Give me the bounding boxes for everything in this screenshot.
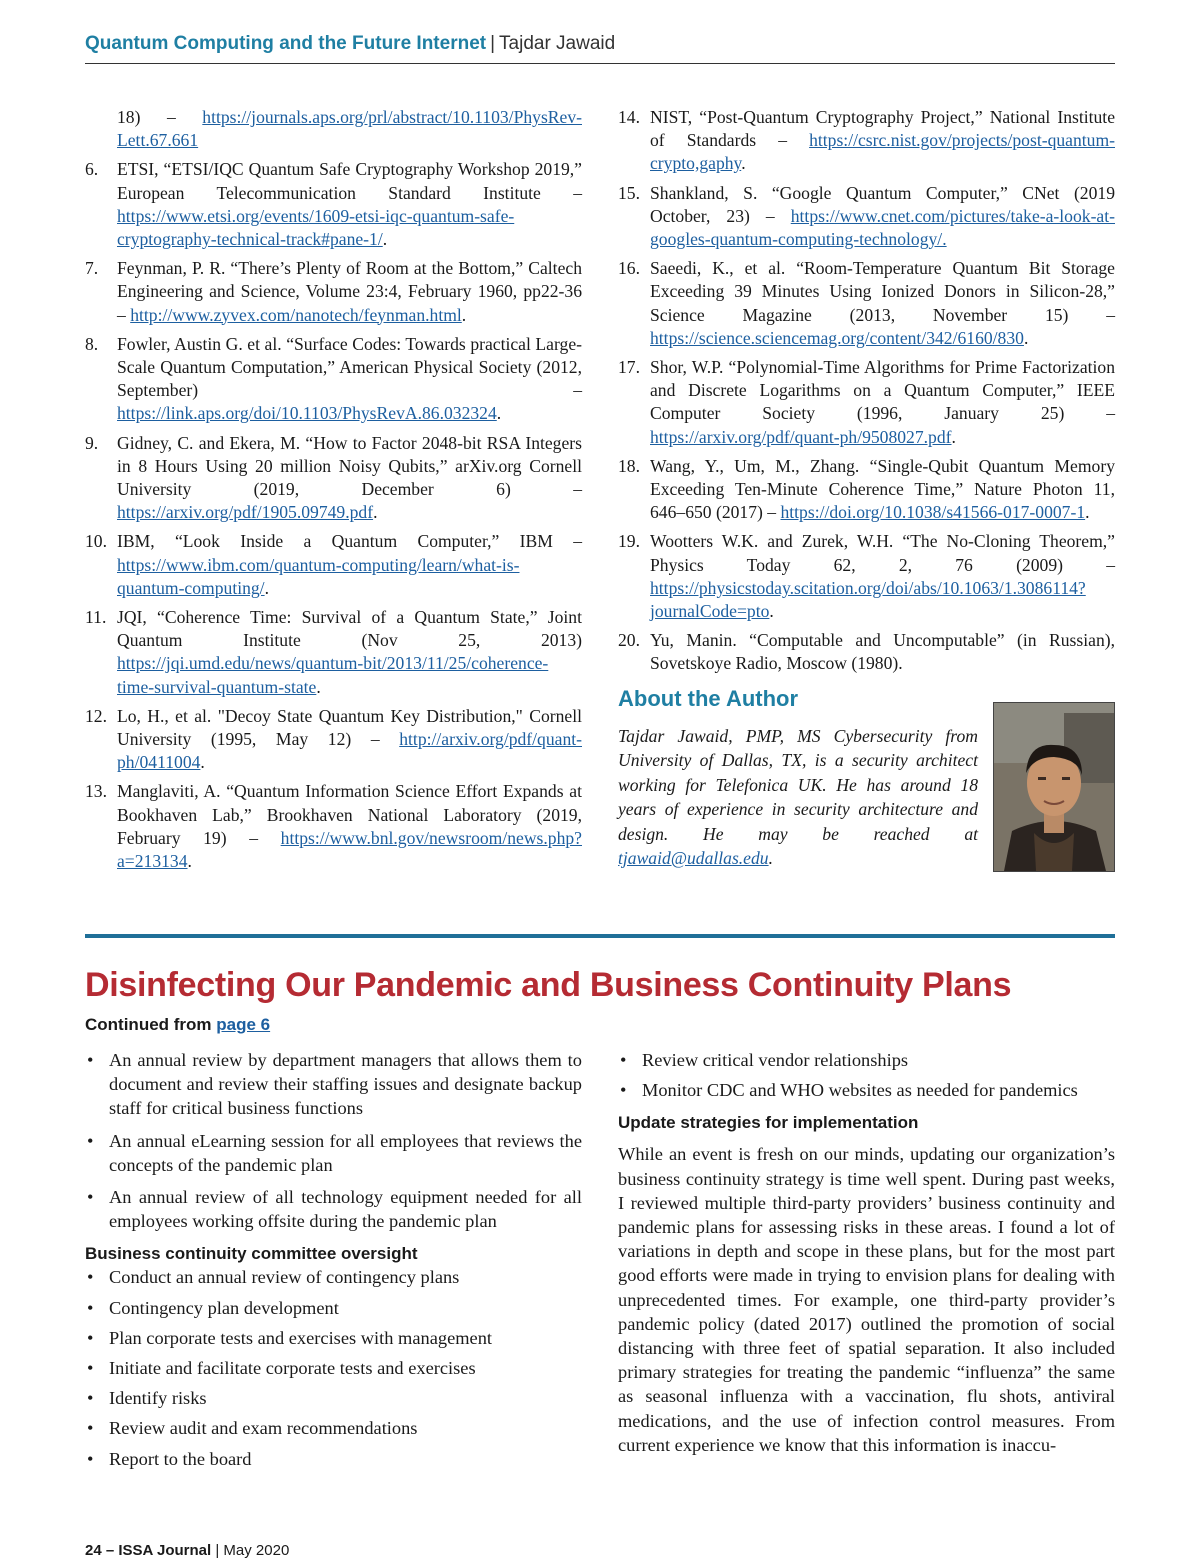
reference-text — [117, 158, 582, 251]
reference-text — [650, 629, 1115, 675]
reference-end: . — [187, 851, 192, 872]
bullet-item: • Review critical vendor relationships — [618, 1048, 1115, 1072]
references-right-column — [618, 106, 1115, 682]
header-separator: | — [490, 33, 496, 54]
reference-end: . — [769, 601, 774, 622]
reference-text — [117, 606, 582, 699]
reference-link[interactable]: http://www.zyvex.com/nanotech/feynman.html — [130, 304, 462, 325]
reference-number: 20. — [618, 630, 640, 651]
about-author-bio: Tajdar Jawaid, PMP, MS Cybersecurity from University of Dallas, TX, is a security architect working for Telefonica UK. He has around 18 years of experience in security architecture and design. He may be reached at — [618, 726, 978, 844]
about-author-period: . — [768, 848, 773, 869]
reference-number: 18. — [618, 455, 640, 476]
header-title: Quantum Computing and the Future Internet — [85, 33, 487, 54]
reference-text — [117, 257, 582, 327]
committee-heading: Business continuity committee oversight — [85, 1244, 418, 1264]
reference-text — [117, 780, 582, 873]
continued-prefix: Continued from — [85, 1015, 217, 1034]
committee-bullet-item: • Identify risks — [85, 1386, 582, 1410]
reference-number: 19. — [618, 531, 640, 552]
reference-number: 7. — [85, 258, 99, 279]
reference-end: . — [1085, 502, 1090, 523]
reference-link[interactable]: https://arxiv.org/pdf/1905.09749.pdf — [117, 502, 374, 523]
reference-end: . — [741, 153, 746, 174]
reference-text — [650, 257, 1115, 350]
reference-text — [117, 530, 582, 600]
reference-end: . — [461, 304, 467, 325]
bullet-item: • An annual eLearning session for all employees that reviews the concepts of the pandemic plan — [85, 1129, 582, 1177]
reference-item — [618, 257, 1115, 350]
reference-item — [618, 182, 1115, 252]
reference-end: . — [1023, 327, 1029, 348]
reference-number: 10. — [85, 531, 107, 552]
reference-item — [85, 705, 582, 775]
reference-text — [650, 455, 1115, 525]
reference-text — [117, 705, 582, 775]
author-photo — [993, 702, 1115, 872]
reference-item — [85, 333, 582, 426]
update-paragraph: While an event is fresh on our minds, updating our organization’s business continuity strategy is time well spent. During past weeks, I reviewed multiple third-party providers’ business continuity and pandemic plans for assessing risks in these areas. I found a lot of variations in depth and scope in these plans, but for the most part good efforts were made in trying to envision plans for dealing with unprecedented times. For example, one third-party provider’s pandemic policy (dated 2017) outlined the promotion of social distancing with three feet of spatial separation. It also included primary strategies for treating the pandemic “influenza” the same as seasonal influenza with a vaccination, flu shots, antiviral medications, and the use of infection control measures. From current experience we know that this information is inaccu- — [618, 1144, 1115, 1455]
committee-bullet-item: • Plan corporate tests and exercises with management — [85, 1326, 582, 1350]
page-footer — [85, 1542, 289, 1559]
reference-number: 12. — [85, 705, 107, 726]
reference-link[interactable]: https://link.aps.org/doi/10.1103/PhysRevA.86.032324 — [117, 403, 497, 424]
reference-number: 9. — [85, 432, 99, 453]
committee-bullet-item: • Review audit and exam recommendations — [85, 1416, 582, 1440]
reference-item — [85, 432, 582, 525]
article-title: Disinfecting Our Pandemic and Business Continuity Plans — [85, 966, 1012, 1004]
reference-item — [618, 629, 1115, 675]
reference-link[interactable]: https://jqi.umd.edu/news/quantum-bit/2013/11/25/coherence-time-survival-quantum-state — [117, 653, 549, 697]
left-bullet-list — [85, 1048, 582, 1233]
committee-bullet-item: • Initiate and facilitate corporate tests and exercises — [85, 1356, 582, 1380]
reference-citation: Saeedi, K., et al. “Room-Temperature Quantum Bit Storage Exceeding 39 Minutes Using Ionized Donors in Silicon-28,” Science Magazine (2013, November 15) – — [650, 258, 1115, 325]
reference-link[interactable]: https://www.bnl.gov/newsroom/news.php?a=213134 — [117, 827, 582, 872]
reference-end: . — [264, 577, 269, 598]
reference-citation: 18) – — [117, 107, 203, 127]
reference-number: 13. — [85, 781, 107, 802]
reference-end: . — [200, 752, 205, 773]
reference-link[interactable]: https://arxiv.org/pdf/quant-ph/9508027.pdf — [650, 426, 952, 447]
about-author-heading: About the Author — [618, 686, 799, 711]
reference-link[interactable]: https://www.etsi.org/events/1609-etsi-iqc-quantum-safe-cryptography-technical-track#pane-1/ — [117, 205, 515, 250]
author-portrait-image — [994, 703, 1114, 871]
update-heading: Update strategies for implementation — [618, 1113, 919, 1133]
reference-number: 6. — [85, 159, 99, 180]
reference-text — [650, 106, 1115, 176]
reference-text — [117, 432, 582, 525]
bullet-item: • Monitor CDC and WHO websites as needed for pandemics — [618, 1078, 1115, 1102]
reference-end: . — [316, 676, 321, 697]
reference-number: 17. — [618, 357, 640, 378]
reference-item — [618, 455, 1115, 525]
reference-item — [85, 780, 582, 873]
reference-citation: IBM, “Look Inside a Quantum Computer,” IBM – — [117, 531, 582, 552]
reference-citation: Shankland, S. “Google Quantum Computer,” CNet (2019 October, 23) – — [650, 182, 1115, 226]
reference-item — [85, 106, 582, 152]
running-header — [85, 33, 1115, 55]
continued-page-link[interactable]: page 6 — [216, 1015, 271, 1034]
reference-link[interactable]: https://physicstoday.scitation.org/doi/abs/10.1063/1.3086114?journalCode=pto — [650, 577, 1086, 622]
continued-from — [85, 1015, 270, 1035]
reference-end: . — [951, 426, 956, 447]
reference-item — [85, 257, 582, 327]
reference-citation: Feynman, P. R. “There’s Plenty of Room at the Bottom,” Caltech Engineering and Science, Volume 23:4, February 1960, pp22-36 – — [117, 258, 582, 325]
reference-citation: ETSI, “ETSI/IQC Quantum Safe Cryptography Workshop 2019,” European Telecommunication Standard Institute – — [117, 159, 582, 203]
reference-link[interactable]: https://journals.aps.org/prl/abstract/10.1103/PhysRev-Lett.67.661 — [117, 107, 582, 151]
bullet-item: • An annual review by department managers that allows them to document and review their staffing issues and designate backup staff for critical business functions — [85, 1048, 582, 1121]
article-left-column — [85, 1048, 582, 1477]
reference-link[interactable]: https://www.ibm.com/quantum-computing/learn/what-is-quantum-computing/ — [117, 554, 520, 598]
reference-citation: Wang, Y., Um, M., Zhang. “Single-Qubit Quantum Memory Exceeding Ten-Minute Coherence Time,” Nature Photon 11, 646–650 (2017) – — [650, 455, 1115, 523]
reference-number: 8. — [85, 333, 99, 354]
reference-text — [117, 106, 582, 152]
footer-date: May 2020 — [223, 1542, 290, 1559]
reference-number: 16. — [618, 258, 640, 279]
section-divider — [85, 934, 1115, 938]
header-author: Tajdar Jawaid — [499, 33, 616, 54]
reference-item — [85, 158, 582, 251]
reference-citation: Yu, Manin. “Computable and Uncomputable” (in Russian), Sovetskoye Radio, Moscow (1980). — [650, 630, 1115, 674]
reference-number: 14. — [618, 107, 640, 127]
reference-text — [117, 333, 582, 426]
reference-item — [618, 106, 1115, 176]
reference-citation: NIST, “Post-Quantum Cryptography Project,” National Institute of Standards – — [650, 107, 1115, 151]
reference-link[interactable]: https://science.sciencemag.org/content/342/6160/830 — [650, 327, 1024, 348]
reference-end: . — [496, 403, 502, 424]
committee-bullet-item: • Report to the board — [85, 1447, 582, 1471]
reference-number: 15. — [618, 182, 640, 203]
reference-link[interactable]: https://www.cnet.com/pictures/take-a-look-at-googles-quantum-computing-technology/. — [650, 205, 1115, 250]
reference-citation: JQI, “Coherence Time: Survival of a Quantum State,” Joint Quantum Institute (Nov 25, 2013) — [117, 607, 582, 651]
bullet-item: • An annual review of all technology equipment needed for all employees working offsite during the pandemic plan — [85, 1185, 582, 1233]
reference-link[interactable]: https://csrc.nist.gov/projects/post-quantum-crypto,gaphy — [650, 130, 1115, 174]
reference-end: . — [382, 229, 388, 250]
references-left-column — [85, 106, 582, 879]
footer-separator: | — [215, 1542, 220, 1559]
reference-citation: Manglaviti, A. “Quantum Information Science Effort Expands at Bookhaven Lab,” Brookhaven National Laboratory (2019, February 19) – — [117, 781, 582, 848]
committee-bullet-item: • Contingency plan development — [85, 1296, 582, 1320]
reference-citation: Gidney, C. and Ekera, M. “How to Factor 2048-bit RSA Integers in 8 Hours Using 20 million Noisy Qubits,” arXiv.org Cornell University (2019, December 6) – — [117, 432, 582, 500]
reference-end: . — [373, 502, 378, 523]
reference-text — [650, 530, 1115, 623]
reference-item — [618, 530, 1115, 623]
reference-text — [650, 182, 1115, 252]
reference-item — [85, 530, 582, 600]
reference-citation: Lo, H., et al. "Decoy State Quantum Key Distribution," Cornell University (1995, May 12) – — [117, 705, 582, 750]
header-rule — [85, 63, 1115, 64]
committee-bullet-list — [85, 1265, 582, 1470]
reference-citation: Wootters W.K. and Zurek, W.H. “The No-Cloning Theorem,” Physics Today 62, 2, 76 (2009) – — [650, 531, 1115, 575]
reference-item — [85, 606, 582, 699]
author-email-link[interactable]: tjawaid@udallas.edu — [618, 848, 769, 869]
reference-item — [618, 356, 1115, 449]
reference-link[interactable]: http://arxiv.org/pdf/quant-ph/0411004 — [117, 729, 582, 773]
reference-citation: Fowler, Austin G. et al. “Surface Codes: Towards practical Large-Scale Quantum Computation,” American Physical Society (2012, September) – — [117, 333, 582, 401]
article-right-column — [618, 1048, 1115, 1457]
reference-text — [650, 356, 1115, 449]
right-bullet-list — [618, 1048, 1115, 1102]
about-author-text — [618, 724, 978, 870]
reference-number: 11. — [85, 607, 107, 628]
committee-bullet-item: • Conduct an annual review of contingency plans — [85, 1265, 582, 1289]
reference-link[interactable]: https://doi.org/10.1038/s41566-017-0007-1 — [780, 502, 1086, 523]
reference-citation: Shor, W.P. “Polynomial-Time Algorithms for Prime Factorization and Discrete Logarithms on a Quantum Computer,” IEEE Computer Society (1996, January 25) – — [650, 357, 1115, 424]
footer-page: 24 – ISSA Journal — [85, 1542, 212, 1559]
